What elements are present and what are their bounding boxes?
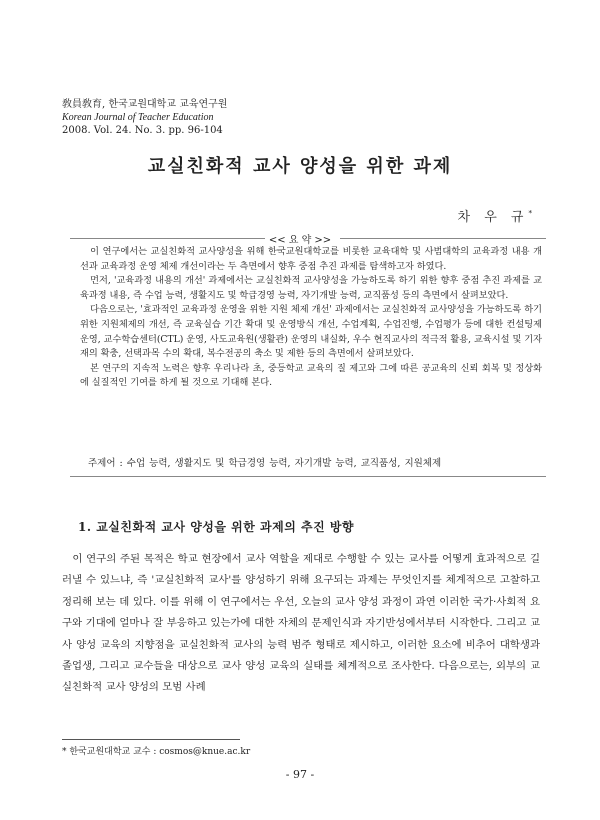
journal-name-korean: 敎員敎育, 한국교원대학교 교육연구원 (62, 99, 228, 110)
section-heading: 1. 교실친화적 교사 양성을 위한 과제의 추진 방향 (78, 520, 355, 534)
abstract-paragraph: 다음으로는, '효과적인 교육과정 운영을 위한 지원 체제 개선' 과제에서는 교실친화적 교사양성을 가능하도록 하기 위한 지원체제의 개선, 즉 교육실습 기간 확대 및 운영방식 개선, 수업계획, 수업진행, 수업평가 등에 대한 컨설팅제 운영, 교수학습센터(CTL) 운영, 사도교육원(생활관) 운영의 내실화, 우수 현직교사의 적극적 활용, 교육시설 및 기자재의 확충, 선택과목 수의 확대, 복수전공의 축소 및 제한 등의 측면에서 살펴보았다. (80, 304, 542, 360)
paper-title: 교실친화적 교사 양성을 위한 과제 (147, 156, 453, 177)
abstract-paragraph: 이 연구에서는 교실친화적 교사양성을 위해 한국교원대학교를 비롯한 교육대학 및 사범대학의 교육과정 내용 개선과 교육과정 운영 체제 개선이라는 두 측면에서 향후 중점 추진 과제를 탐색하고자 하였다. (80, 246, 542, 272)
abstract-bottom-rule (70, 476, 546, 477)
journal-name-english: Korean Journal of Teacher Education (62, 112, 214, 123)
footnote: * 한국교원대학교 교수 : cosmos@knue.ac.kr (62, 747, 251, 757)
section-body (62, 549, 540, 699)
author-name: 차 우 규 (457, 210, 529, 225)
author (458, 206, 532, 225)
abstract-paragraph: 본 연구의 지속적 노력은 향후 우리나라 초, 중등학교 교육의 질 제고와 그에 따른 공교육의 신뢰 회복 및 정상화에 실질적인 기여를 하게 될 것으로 기대해 본다. (80, 362, 542, 389)
journal-issue-info: 2008. Vol. 24. No. 3. pp. 96-104 (62, 125, 223, 136)
body-paragraph: 이 연구의 주된 목적은 학교 현장에서 교사 역할을 제대로 수행할 수 있는 교사를 어떻게 효과적으로 길러낼 수 있느냐, 즉 '교실친화적 교사'를 양성하기 위해 요구되는 과제는 무엇인지를 체계적으로 고찰하고 정리해 보는 데 있다. 이를 위해 이 연구에서는 우선, 오늘의 교사 양성 과정이 과연 이러한 국가·사회적 요구와 기대에 얼마나 잘 부응하고 있는가에 대한 자체의 문제인식과 자기반성에서부터 시작한다. 그리고 교사 양성 교육의 지향점을 교실친화적 교사의 능력 범주 형태로 제시하고, 이러한 요소에 비추어 대학생과 졸업생, 그리고 교수들을 대상으로 교사 양성 교육의 실태를 체계적으로 조사한다. 다음으로는, 외부의 교실친화적 교사 양성의 모범 사례 (62, 553, 540, 694)
abstract-paragraph: 먼저, '교육과정 내용의 개선' 과제에서는 교실친화적 교사양성을 가능하도록 하기 위한 향후 중점 추진 과제를 교육과정 내용, 즉 수업 능력, 생활지도 및 학급경영 능력, 자기개발 능력, 교직품성 등의 측면에서 살펴보았다. (80, 275, 542, 301)
abstract-label: << 요 약 >> (0, 231, 600, 246)
page-number: - 97 - (285, 768, 315, 781)
author-footnote-mark: * (528, 209, 532, 218)
abstract-body (80, 245, 542, 391)
journal-header (62, 98, 227, 137)
keywords: 주제어 : 수업 능력, 생활지도 및 학급경영 능력, 자기개발 능력, 교직품성, 지원체제 (88, 458, 442, 469)
footnote-rule (62, 739, 240, 740)
